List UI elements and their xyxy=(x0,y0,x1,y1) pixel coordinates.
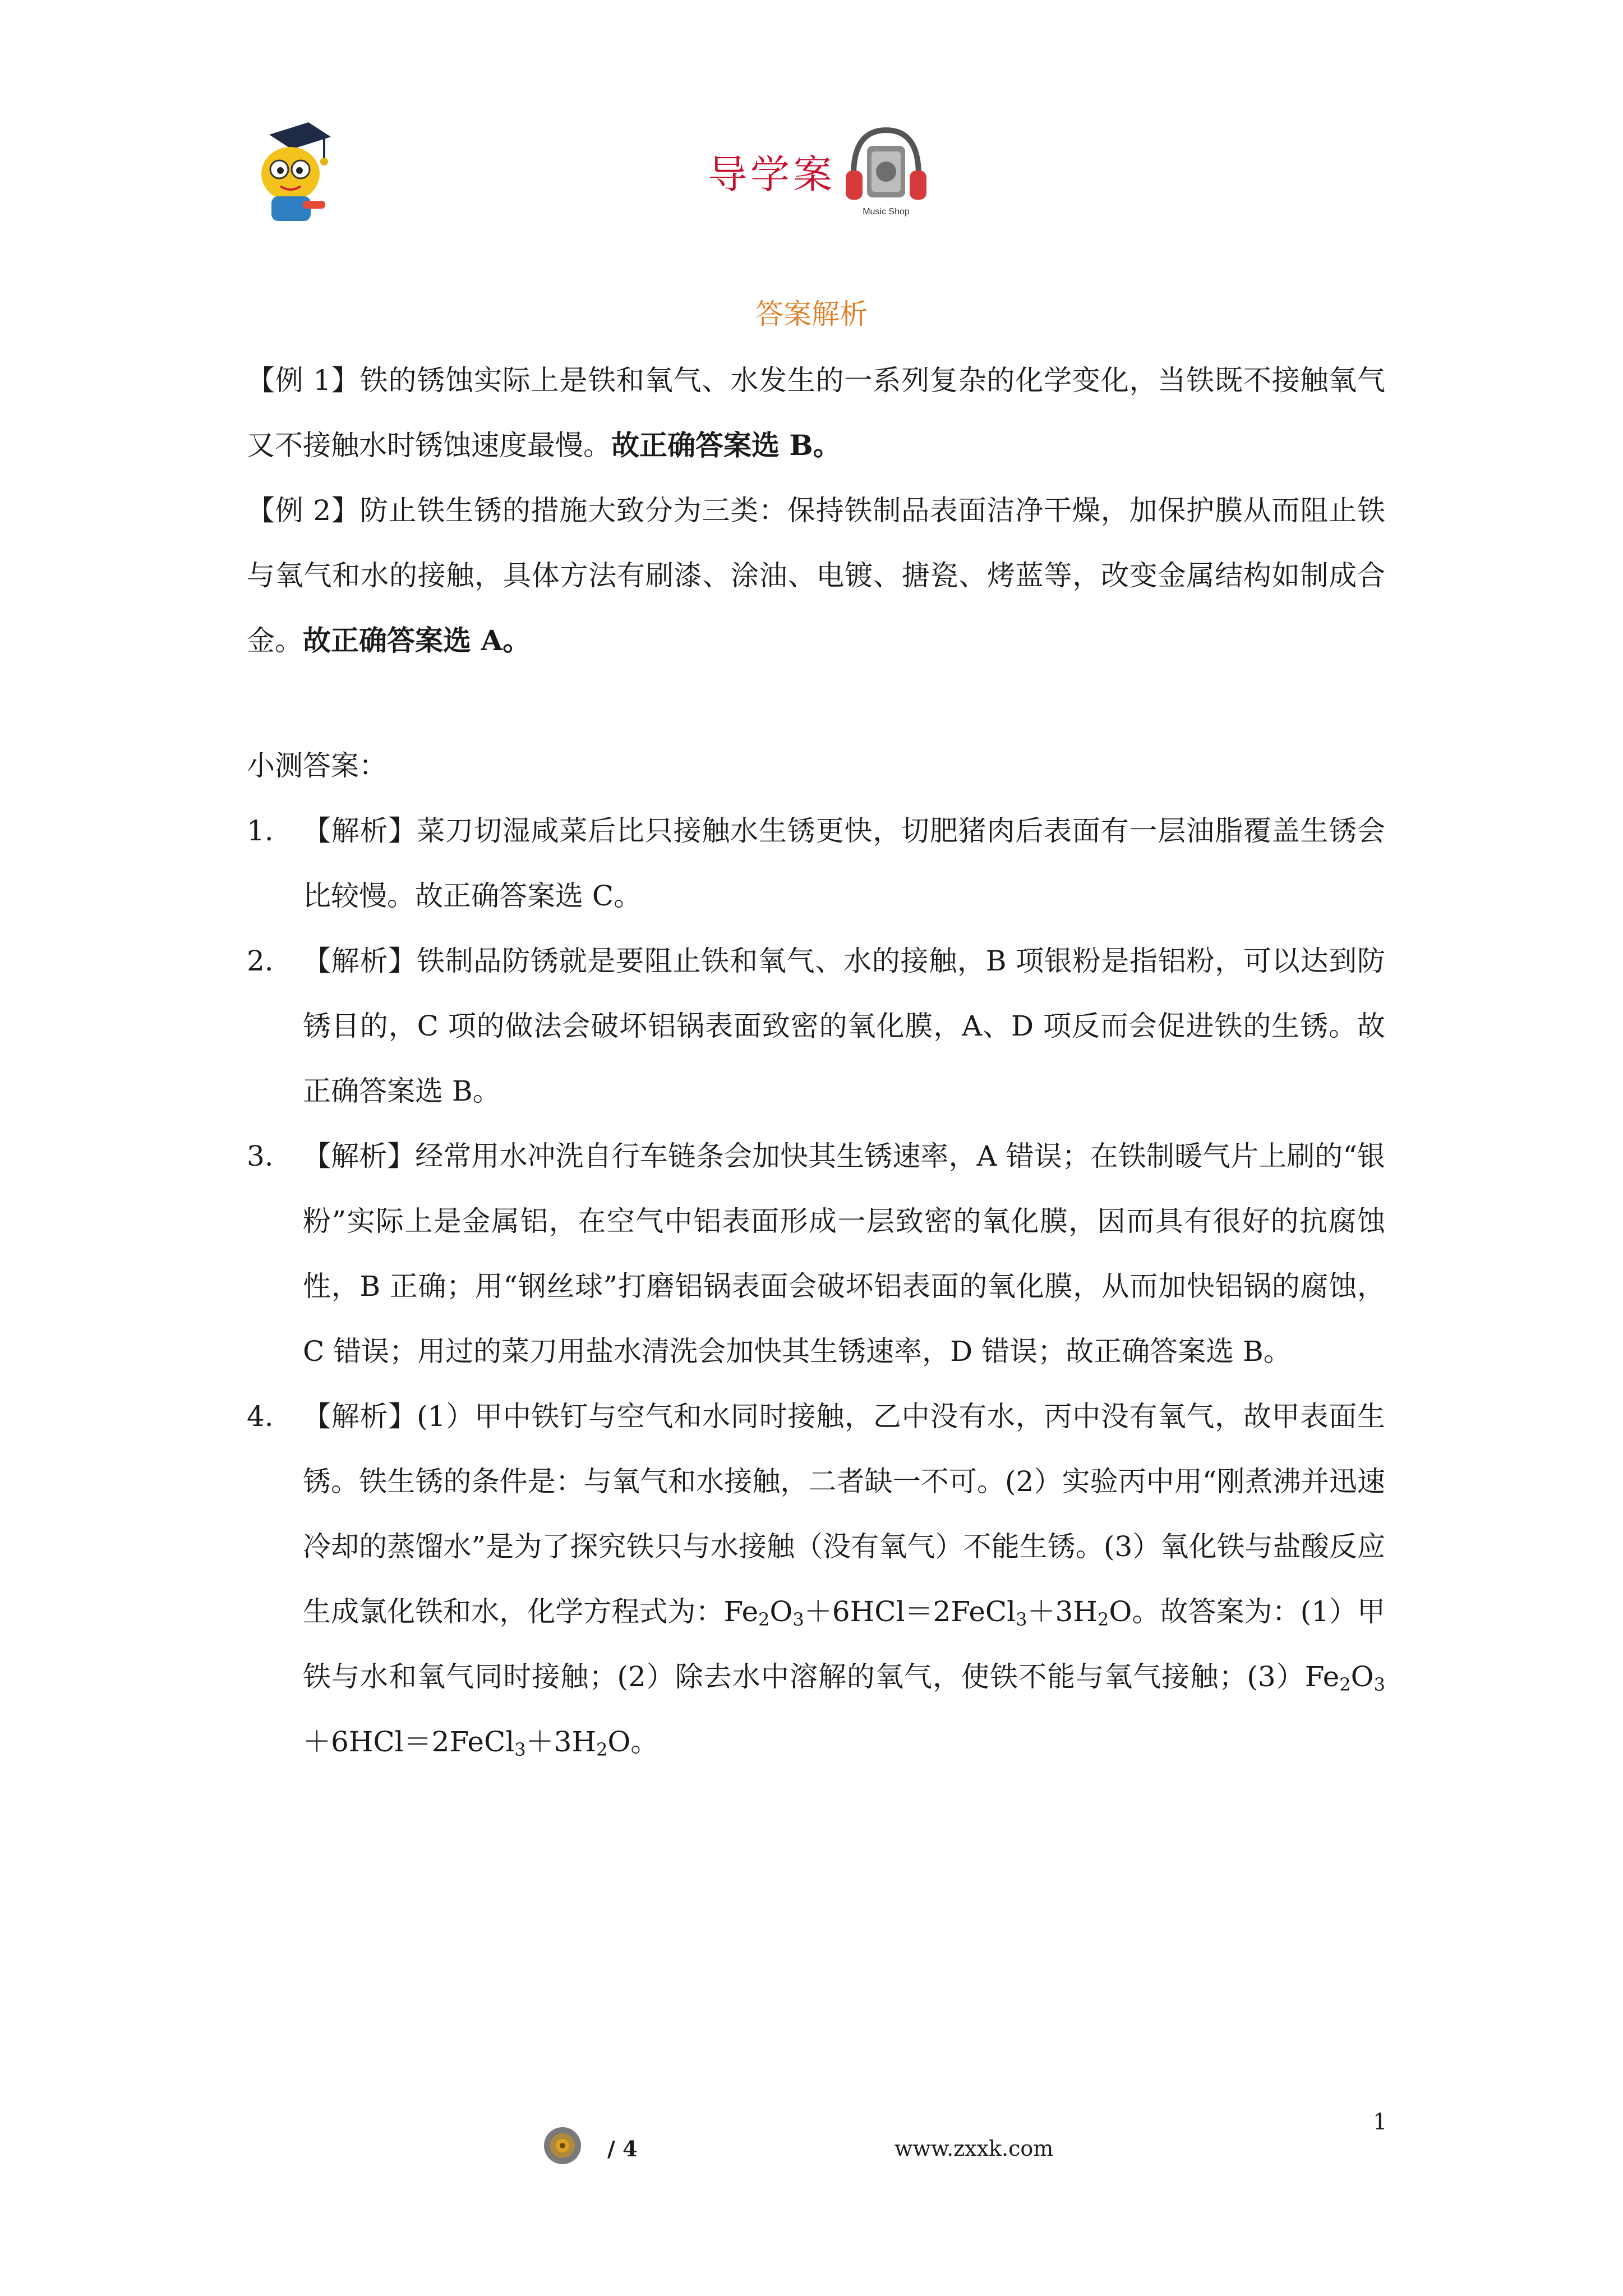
item-4-part1: 【解析】(1）甲中铁钉与空气和水同时接触，乙中没有水，丙中没有氧气，故甲表面生锈。铁生锈的条件是：与氧气和水接触，二者缺一不可。(2）实验丙中用“刚煮沸并迅速冷却的蒸馏水”是为了探究铁只与水接触（没有氧气）不能生锈。(3）氧化铁与盐酸反应生成氯化铁和水，化学方程式为： xyxy=(303,1400,1385,1628)
item-4-part2: 故答案为：(1）甲铁与水和氧气同时接触；(2）除去水中溶解的氧气，使铁不能与氧气接触；(3） xyxy=(303,1595,1385,1693)
quiz-item-1 xyxy=(247,798,1385,928)
quiz-item-2 xyxy=(247,928,1385,1124)
quiz-item-text: 【解析】铁制品防锈就是要阻止铁和氧气、水的接触，B 项银粉是指铝粉，可以达到防锈目的，C 项的做法会破坏铝锅表面致密的氧化膜，A、D 项反而会促进铁的生锈。故正确答案选 B。 xyxy=(303,945,1385,1107)
example-2-answer: 故正确答案选 A。 xyxy=(303,624,531,657)
headphone-logo-icon xyxy=(841,119,931,226)
quiz-item-text xyxy=(303,1384,1385,1774)
logo-caption: Music Shop xyxy=(863,207,910,217)
page-number: 1 xyxy=(1373,2109,1387,2135)
quiz-item-4 xyxy=(247,1384,1385,1774)
quiz-item-text: 【解析】菜刀切湿咸菜后比只接触水生锈更快，切肥猪肉后表面有一层油脂覆盖生锈会比较慢。故正确答案选 C。 xyxy=(303,815,1385,912)
example-1 xyxy=(247,348,1385,478)
footer-page-count: / 4 xyxy=(607,2136,638,2161)
mascot-logo-icon xyxy=(247,118,336,224)
example-2 xyxy=(247,478,1385,673)
equation-1: $Fe_2O_3+6HCl=2FeCl_3+3H_2O$。 xyxy=(723,1595,1160,1630)
quiz-item-number: 2. xyxy=(247,945,274,977)
footer-badge-icon xyxy=(543,2126,582,2165)
quiz-item-text: 【解析】经常用水冲洗自行车链条会加快其生锈速率，A 错误；在铁制暖气片上刷的“银粉”实际上是金属铝，在空气中铝表面形成一层致密的氧化膜，因而具有很好的抗腐蚀性，B 正确；用“钢丝球”打磨铝锅表面会破坏铝表面的氧化膜，从而加快铝锅的腐蚀，C 错误；用过的菜刀用盐水清洗会加快其生锈速率，D 错误；故正确答案选 B。 xyxy=(303,1140,1385,1368)
quiz-item-number: 3. xyxy=(247,1140,274,1172)
quiz-item-3 xyxy=(247,1124,1385,1384)
example-1-text: 铁的锈蚀实际上是铁和氧气、水发生的一系列复杂的化学变化，当铁既不接触氧气又不接触水时锈蚀速度最慢。 xyxy=(247,364,1385,462)
quiz-label: 小测答案： xyxy=(247,749,387,782)
footer-site: www.zxxk.com xyxy=(895,2136,1054,2161)
example-2-label: 【例 2】 xyxy=(247,494,360,527)
example-1-label: 【例 1】 xyxy=(247,364,360,397)
example-1-answer: 故正确答案选 B。 xyxy=(611,429,841,462)
section-title: 答案解析 xyxy=(755,298,868,330)
equation-2: $Fe_2O_3+6HCl=2FeCl_3+3H_2O$。 xyxy=(303,1660,1385,1760)
quiz-item-number: 4. xyxy=(247,1400,274,1433)
example-2-text: 防止铁生锈的措施大致分为三类：保持铁制品表面洁净干燥，加保护膜从而阻止铁与氧气和水的接触，具体方法有刷漆、涂油、电镀、搪瓷、烤蓝等，改变金属结构如制成合金。 xyxy=(247,494,1385,657)
quiz-item-number: 1. xyxy=(247,815,274,847)
header-title: 导学案 xyxy=(708,151,836,197)
